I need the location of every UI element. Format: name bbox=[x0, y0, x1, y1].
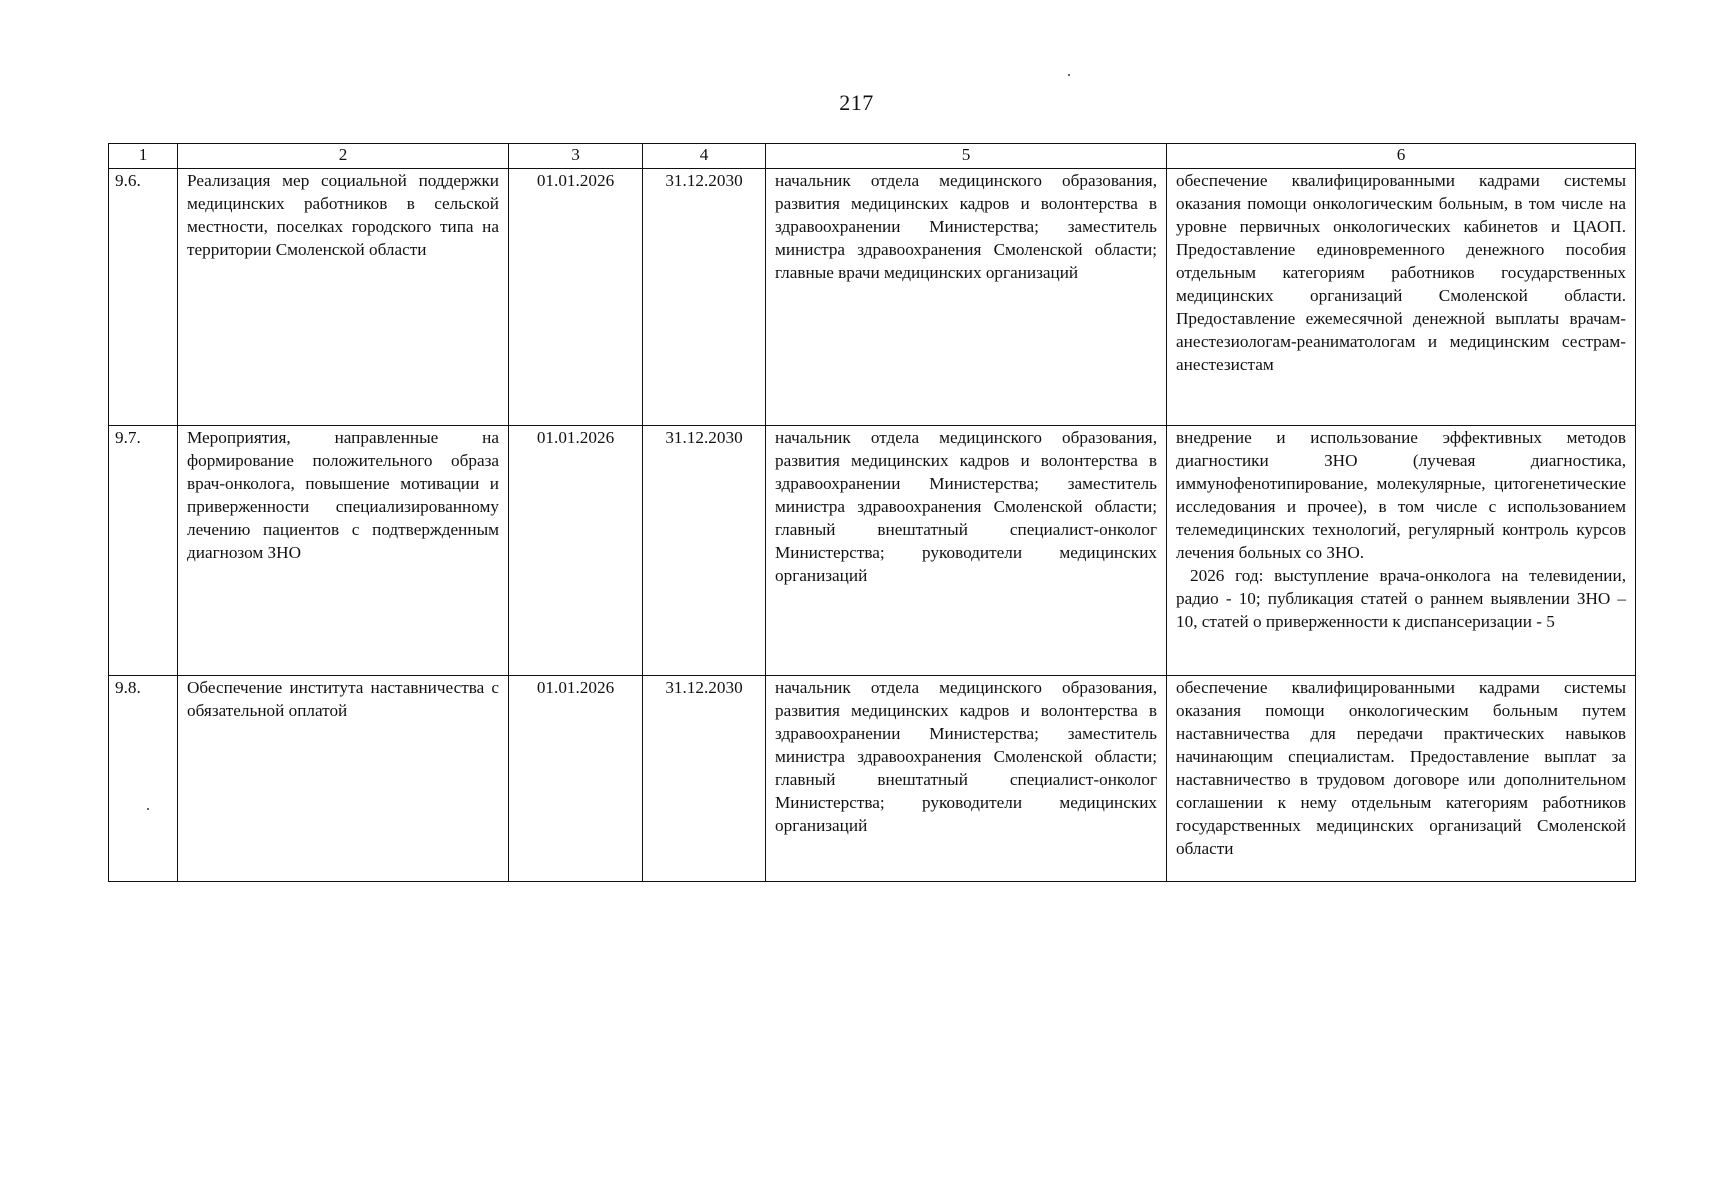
table-header-row bbox=[109, 144, 1636, 169]
result-paragraph-2026: 2026 год: выступление врача-онколога на телевидении, радио - 10; публикация статей о раннем выявлении ЗНО – 10, статей о приверженности к диспансеризации - 5 bbox=[1176, 566, 1626, 631]
table-row bbox=[109, 169, 1636, 426]
column-header-4: 4 bbox=[643, 144, 766, 169]
responsible-persons: начальник отдела медицинского образования, развития медицинских кадров и волонтерства в здравоохранении Министерства; заместитель министра здравоохранения Смоленской области; главные врачи медицинских организаций bbox=[766, 169, 1167, 426]
result-paragraph: внедрение и использование эффективных методов диагностики ЗНО (лучевая диагностика, иммунофенотипирование, молекулярные, цитогенетические исследования и прочее), в том числе с использованием телемедицинских технологий, регулярный контроль курсов лечения больных со ЗНО. bbox=[1176, 428, 1626, 562]
row-number: 9.8. bbox=[109, 676, 178, 882]
expected-result bbox=[1167, 676, 1636, 882]
responsible-persons: начальник отдела медицинского образования, развития медицинских кадров и волонтерства в здравоохранении Министерства; заместитель министра здравоохранения Смоленской области; главный внештатный специалист-онколог Министерства; руководители медицинских организаций bbox=[766, 426, 1167, 676]
column-header-1: 1 bbox=[109, 144, 178, 169]
expected-result bbox=[1167, 426, 1636, 676]
expected-result bbox=[1167, 169, 1636, 426]
row-number: 9.7. bbox=[109, 426, 178, 676]
page-number: 217 bbox=[839, 90, 874, 115]
column-header-5: 5 bbox=[766, 144, 1167, 169]
end-date: 31.12.2030 bbox=[643, 426, 766, 676]
column-header-3: 3 bbox=[509, 144, 643, 169]
result-paragraph: обеспечение квалифицированными кадрами системы оказания помощи онкологическим больным путем наставничества для передачи практических навыков начинающим специалистам. Предоставление выплат за наставничество в трудовом договоре или дополнительном соглашении к нему отдельным категориям работников государственных медицинских организаций Смоленской области bbox=[1176, 678, 1626, 858]
start-date: 01.01.2026 bbox=[509, 426, 643, 676]
column-header-2: 2 bbox=[178, 144, 509, 169]
scan-speck bbox=[1068, 74, 1070, 76]
activity-name: Реализация мер социальной поддержки медицинских работников в сельской местности, поселках городского типа на территории Смоленской области bbox=[178, 169, 509, 426]
responsible-persons: начальник отдела медицинского образования, развития медицинских кадров и волонтерства в здравоохранении Министерства; заместитель министра здравоохранения Смоленской области; главный внештатный специалист-онколог Министерства; руководители медицинских организаций bbox=[766, 676, 1167, 882]
table-row bbox=[109, 676, 1636, 882]
activity-name: Обеспечение института наставничества с обязательной оплатой bbox=[178, 676, 509, 882]
table-row bbox=[109, 426, 1636, 676]
end-date: 31.12.2030 bbox=[643, 169, 766, 426]
result-paragraph: обеспечение квалифицированными кадрами системы оказания помощи онкологическим больным, в том числе на уровне первичных онкологических кабинетов и ЦАОП. Предоставление единовременного денежного пособия отдельным категориям работников государственных медицинских организаций Смоленской области. Предоставление ежемесячной денежной выплаты врачам-анестезиологам-реаниматологам и медицинским сестрам-анестезистам bbox=[1176, 171, 1626, 374]
end-date: 31.12.2030 bbox=[643, 676, 766, 882]
row-number: 9.6. bbox=[109, 169, 178, 426]
activity-table bbox=[108, 143, 1636, 882]
column-header-6: 6 bbox=[1167, 144, 1636, 169]
start-date: 01.01.2026 bbox=[509, 676, 643, 882]
start-date: 01.01.2026 bbox=[509, 169, 643, 426]
activity-name: Мероприятия, направленные на формирование положительного образа врач-онколога, повышение мотивации и приверженности специализированному лечению пациентов с подтвержденным диагнозом ЗНО bbox=[178, 426, 509, 676]
